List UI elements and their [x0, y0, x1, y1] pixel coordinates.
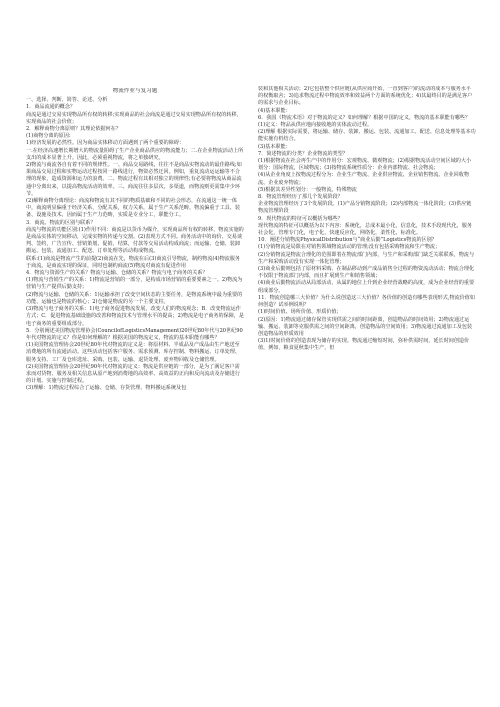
right-paragraph: (1)时间价值、场所价值、形质价值；	[258, 309, 342, 316]
right-paragraph: (3)1)时间价值的创造表现为储存的实现。物流通过缩短时间，弥补供需时间，延长时间创造价值，例如，粮食夏秋集中生产，但	[258, 338, 470, 352]
right-paragraph: (1)定义：物品从供应地向接收地的实体流动过程。	[258, 122, 373, 129]
left-paragraph: (1)物流与营销生产的关系：1)物流是营销的一部分，是构成市场营销的重要要素之一。2)物流为营销与生产提供后勤支持；	[26, 277, 243, 291]
document-title: 物流作业与复习题	[112, 88, 158, 94]
left-paragraph: (2)物流与运输、仓储的关系：1)运输承担了改变空间状态的主要任务，是物流系统中最为重要的功能，运输也是物流的核心；2)仓储是物流的另一个主要支柱。	[26, 291, 243, 305]
left-paragraph: 一.在经济高速增长期增大的物流量阻碍了生产企业商品供应的物流能力；二.在企业物流活动上所支出的成本显著上升。因此，必须重视物流，将之单独研究。	[26, 147, 244, 161]
right-paragraph: 7．简述物流的分类？企业物流的类型？	[258, 150, 348, 157]
left-paragraph: (3)理解：1)物流过程综合了运输、仓储、存货管理、物料搬运系统及包	[26, 385, 187, 392]
right-paragraph: 8．物流管理经历了那几个发展阶段？	[258, 194, 343, 201]
left-paragraph: 商流是通过交易实现物品所有权的转移;实现商品的社会商流是通过交易实现物品所有权的转移，实现商品的社会价值；	[26, 111, 242, 125]
right-paragraph: 装和其他相关活动；2)它包括整个供应链(从供应商开始，一直到客户)的流动的成本与服务水平的权衡取舍；3)追求物流过程中物流效率和效益两个方面的系统优化；4)其最终目的是满足客户的需求与企业目标。	[258, 86, 473, 107]
right-paragraph: (5)根据其差异性划分：一般物流，特殊物流	[258, 186, 357, 193]
right-paragraph: (1)分销物流是局限在对销售领域物流活动的管理;没有包括采购物流和生产物流；	[258, 244, 441, 251]
right-paragraph: (4)基本职能：	[258, 107, 291, 114]
left-paragraph: (1)商物分离的原因:	[26, 133, 71, 140]
left-paragraph: 一、选择、判断、简答、论述、分析	[26, 97, 108, 104]
right-paragraph: (3)商业后勤则包括了原材料采购、在制品移动到产成品销售全过程的物资流动活动；物流合理化不仅限于物流部门内部，而且扩展到生产和销售领域；	[258, 266, 475, 280]
right-paragraph: 11．物流创造哪三大价值？为什么说创造这三大价值？各价值的创造有哪些表现形式,物流价值如何创造？试举例说明？	[258, 294, 475, 309]
left-paragraph: 1．商品流通的概念？	[26, 104, 76, 111]
left-paragraph: (3)物流与电子商务的关系：1)电子商务促进物流发展，改变人们的物流观念；B．改变物流运作方式；C．促进物流基础设施的改善和物流技术与管理水平的提高；2)物流是电子商务的保障，是电子商务的重要组成部分。	[26, 306, 244, 327]
right-paragraph: (4)商业后勤物流活动从局部活动，从属的地位上升到企业经营战略的高度，成为企业经营的重要组成部分。	[258, 280, 475, 294]
left-paragraph: 2)物流与商流各自有着不同的规律性。一、商品交易路线，往往不是商品实物流动的最佳路线;如果商品交易过程和实物运动过程按同一路线进行，物资必然迂回。例如，重复流动运运输等不合理的现象，造成资源和运力的浪费。二、物流过程有其相对独立的规律性;有必要将物流从商品流通中分离出来，以提高物流活动的效率。三、商流往往多层次，多渠道，而物流则更需集中少环节。	[26, 162, 242, 197]
right-paragraph: 9．现代物流的特征可以概括为哪些？	[258, 215, 343, 222]
left-paragraph: (1)美国物流管理协会20世纪80年代对物流的定义是：将原材料、半成品及产成品由生产地送至消费地的所有流通活动。这些活动包括客户服务、需求预测、库存控制、物料搬运、订单处理、服务支持、工厂及仓库选址、采购、包装、运输、退货处理、废弃物回收及仓储管理。	[26, 342, 240, 363]
left-paragraph: 3．商流、物流的区别与联系？	[26, 219, 96, 226]
right-column	[258, 86, 476, 556]
left-paragraph: (2)解释商物分离理论：商流和物流有其不同的物质基础和不同的社会形态，在流通这一统一体中，商流明显偏重于经济关系，分配关系，权力关系，属于生产关系范畴。物流偏重于工具、装备、设施及技术，因而属于生产力范畴，实质是专业分工，职能分工。	[26, 198, 240, 219]
left-paragraph: 1)经济发展的必然性。因为商品实体移动方面遇到了两个重要的障碍：	[26, 140, 185, 147]
left-paragraph: 5．分别阐述美国物流管理协会(CouncilofLogisticsManagement)20世纪80年代与20世纪90年代对物流的定义？你是如何理解的？根据美国的物流定义，物流的基本职能有哪些？	[26, 327, 243, 341]
left-paragraph: 联系:(1)商流是物流产生的前提(2)商流在先，物流在后(3)商流引导物流，制约物流(4)物流服务于商流，是商流实现的保证，同时也制约商流(5)物流对商流有促进作用	[26, 255, 240, 269]
right-paragraph: (4)从企业角度上按物流过程分为：企业生产物流、企业供应物流、企业销售物流、企业回收物流、企业废弃物流；	[258, 172, 469, 186]
right-paragraph: 10．阐述分销物流PhysicalDistribution与“商业后勤”Logistics物流的区别？	[258, 237, 437, 244]
right-paragraph: 6．我国《物流术语》对于物流的定义？如何理解？根据中国的定义，物流的基本职能有哪些？	[258, 114, 471, 121]
right-paragraph: 企业物流管理经历了3个发展阶段。(1)产品分销物流阶段；(2)内部物流一体化阶段；(3)供应链物流管理阶段	[258, 201, 472, 215]
left-paragraph: 商流与物流的功能区别:(1)作用不同：商流是以货币为媒介，实现商品所有权的转移，物流实施的是商品实体的空间移动，完成实物的传递与交割。(2)表现方式不同。商务活动中的询价、交易谈判、签约，广告宣传、营销策划、促销，结算，付款等交易活动构成商流；而运输、仓储、装卸搬运、包装、流通加工、配送、订单处理等活动构成物流。	[26, 226, 244, 255]
left-paragraph: (2)美国物流管理协会20世纪90年代对物流的定义：物流是供应链的一部分，是为了满足客户需求而对货物、服务及相关信息从原产地到消费地的高效率、高效益的正向和反向流动及存储进行的计划、实施与控制过程。	[26, 363, 240, 385]
left-paragraph: 4．物流与资源生产的关系？物流与运输、仓储的关系？物流与电子商务的关系？	[26, 270, 208, 277]
right-paragraph: (2)理解 根据实际需要，将运输、储存、装卸、搬运、包装、流通加工、配送、信息处理等基本功能实施有机结合。	[258, 129, 476, 143]
left-column	[26, 88, 244, 663]
right-paragraph: 现代物流的特征可以概括为以下内容：系统化，总成本最小化，信息化，技术手段现代化，服务社会化，管理专门化，电子化，快速反应化，网络化，柔性化，标准化。	[258, 222, 472, 237]
right-paragraph: (2)原因：1)物流通过储存保管实现供需之间的时间距离，创造物品的时间效用；2)物流通过运输、搬运、装卸等克服供需之间的空间距离，创造物品的空间效用；3)物流通过流通加工及包装创造物品的形质效用	[258, 316, 473, 337]
left-paragraph: 2．解释商物分离原则？其理论依据何在？	[26, 126, 121, 133]
right-paragraph: (3)基本职能：	[258, 143, 291, 150]
right-paragraph: (2)分销物流是物流合理化的范围即着在物流部门内部，与生产和采购部门缺乏关联联系，物流与生产和采购活动没有实现一体化管理；	[258, 251, 475, 265]
right-paragraph: (1)根据物流在社会再生产中的作用分：宏观物流、微观物流；(2)根据物流活动空间区域的大小划分：国际物流，区域物流；(3)按物流系统性质分：企业内部物流、社会物流；	[258, 158, 472, 172]
